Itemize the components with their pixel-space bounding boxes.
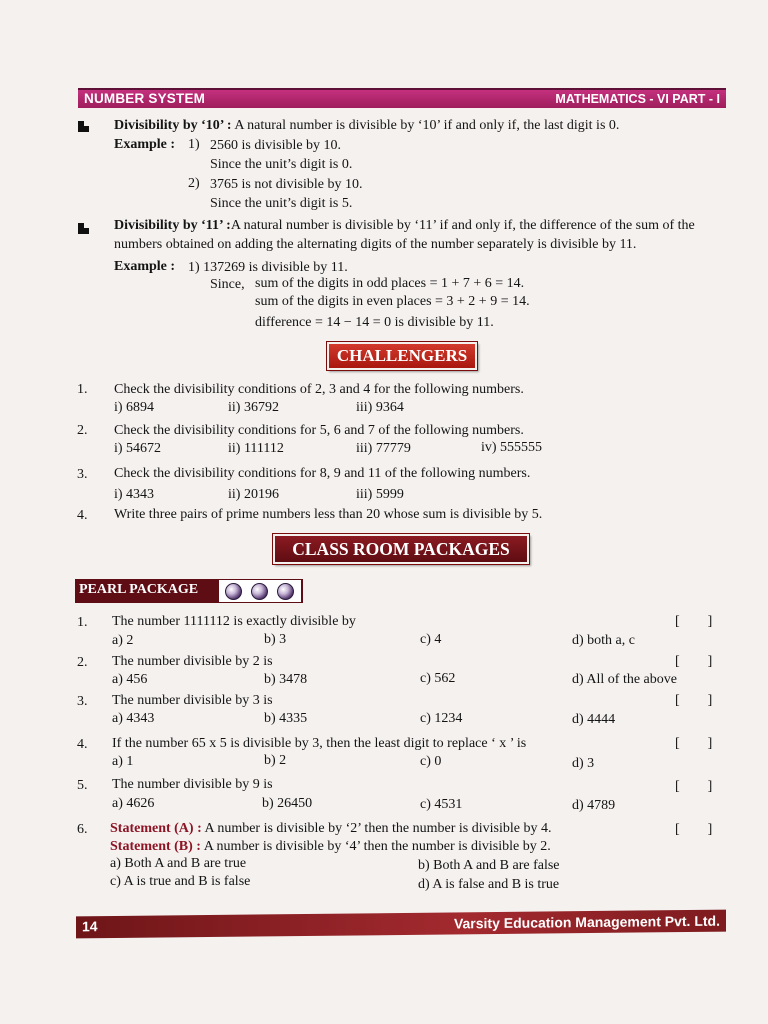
footer-bar bbox=[76, 910, 726, 939]
div10-ex1-text: 2560 is divisible by 10. bbox=[210, 138, 342, 153]
statement-a-label: Statement (A) : bbox=[110, 821, 202, 836]
mcq-4-option-a: a) 1 bbox=[112, 754, 134, 769]
mcq-2-text: The number divisible by 2 is bbox=[112, 654, 273, 669]
challenge-2-num: 2. bbox=[77, 423, 88, 438]
statement-b-label: Statement (B) : bbox=[110, 839, 201, 854]
mcq-1-option-c: c) 4 bbox=[420, 632, 442, 647]
bullet-icon bbox=[78, 223, 89, 234]
mcq-3-option-d: d) 4444 bbox=[572, 712, 616, 727]
mcq-4-num: 4. bbox=[77, 737, 88, 752]
header-bar bbox=[78, 88, 726, 108]
mcq-2-bracket: [ ] bbox=[675, 654, 713, 669]
mcq-3-text: The number divisible by 3 is bbox=[112, 693, 273, 708]
statement-b-text: A number is divisible by ‘4’ then the number is divisible by 2. bbox=[203, 839, 551, 854]
mcq-5-text: The number divisible by 9 is bbox=[112, 777, 273, 792]
mcq-5-bracket: [ ] bbox=[675, 779, 713, 794]
challenge-1-num: 1. bbox=[77, 382, 88, 397]
div11-difference: difference = 14 − 14 = 0 is divisible by 11. bbox=[255, 315, 494, 330]
div11-heading bbox=[114, 217, 695, 235]
challenge-2-opt-2: ii) 111112 bbox=[228, 441, 284, 456]
chapter-title: NUMBER SYSTEM bbox=[84, 91, 206, 106]
pearl-gem-icon bbox=[225, 583, 242, 600]
mcq-4-text: If the number 65 x 5 is divisible by 3, then the least digit to replace ‘ x ’ is bbox=[112, 736, 527, 751]
challenge-3-opt-1: i) 4343 bbox=[114, 487, 155, 502]
mcq-5-option-a: a) 4626 bbox=[112, 796, 155, 811]
div11-rule-line2: numbers obtained on adding the alternating digits of the number separately is divisible by 11. bbox=[114, 237, 637, 252]
div11-even-sum: sum of the digits in even places = 3 + 2 + 9 = 14. bbox=[255, 294, 530, 309]
mcq-2-option-c: c) 562 bbox=[420, 671, 456, 686]
statement-a-text: A number is divisible by ‘2’ then the number is divisible by 4. bbox=[204, 821, 552, 836]
challenge-4-text: Write three pairs of prime numbers less than 20 whose sum is divisible by 5. bbox=[114, 507, 543, 522]
challenge-2-opt-4: iv) 555555 bbox=[481, 440, 543, 455]
mcq-4-option-b: b) 2 bbox=[264, 753, 287, 768]
div11-ex1: 1) 137269 is divisible by 11. bbox=[188, 260, 348, 275]
book-title: MATHEMATICS - VI PART - I bbox=[555, 92, 720, 106]
challenge-1-opt-1: i) 6894 bbox=[114, 400, 155, 415]
mcq-2-num: 2. bbox=[77, 655, 88, 670]
pearl-gem-icon bbox=[277, 583, 294, 600]
mcq-1-text: The number 1111112 is exactly divisible by bbox=[112, 614, 356, 629]
challenge-1-opt-2: ii) 36792 bbox=[228, 400, 279, 415]
mcq-5-num: 5. bbox=[77, 778, 88, 793]
challenge-3-num: 3. bbox=[77, 467, 88, 482]
mcq-5-option-d: d) 4789 bbox=[572, 798, 616, 813]
page-number: 14 bbox=[82, 918, 98, 935]
mcq-5-option-c: c) 4531 bbox=[420, 797, 463, 812]
mcq-4-option-c: c) 0 bbox=[420, 754, 442, 769]
challenge-2-text: Check the divisibility conditions for 5, 6 and 7 of the following numbers. bbox=[114, 423, 524, 438]
div10-ex1-num: 1) bbox=[188, 137, 200, 152]
mcq-2-option-d: d) All of the above bbox=[572, 672, 677, 687]
div11-rule: A natural number is divisible by ‘11’ if and only if, the difference of the sum of the bbox=[230, 218, 695, 233]
mcq-6-num: 6. bbox=[77, 822, 88, 837]
mcq-4-bracket: [ ] bbox=[675, 736, 713, 751]
mcq-3-option-b: b) 4335 bbox=[264, 711, 308, 726]
mcq-3-option-c: c) 1234 bbox=[420, 711, 463, 726]
mcq-6-option-c: c) A is true and B is false bbox=[110, 874, 251, 889]
mcq-1-num: 1. bbox=[77, 615, 88, 630]
div11-title: Divisibility by ‘11’ : bbox=[114, 218, 231, 233]
publisher-name: Varsity Education Management Pvt. Ltd. bbox=[453, 912, 720, 932]
mcq-6-statement-a bbox=[110, 820, 551, 838]
challenge-3-text: Check the divisibility conditions for 8, 9 and 11 of the following numbers. bbox=[114, 466, 531, 481]
bullet-icon bbox=[78, 121, 89, 132]
div11-example-label: Example : bbox=[114, 259, 176, 274]
div11-since-label: Since, bbox=[210, 277, 245, 292]
mcq-2-option-b: b) 3478 bbox=[264, 672, 308, 687]
div10-ex2-reason: Since the unit’s digit is 5. bbox=[210, 196, 353, 211]
challenge-1-text: Check the divisibility conditions of 2, 3 and 4 for the following numbers. bbox=[114, 382, 524, 397]
challenge-4-num: 4. bbox=[77, 508, 88, 523]
challenge-3-opt-3: iii) 5999 bbox=[356, 487, 404, 502]
div11-odd-sum: sum of the digits in odd places = 1 + 7 + 6 = 14. bbox=[255, 276, 525, 291]
challengers-banner: CHALLENGERS bbox=[327, 342, 477, 370]
mcq-5-option-b: b) 26450 bbox=[262, 796, 313, 811]
mcq-6-statement-b bbox=[110, 838, 551, 856]
classroom-packages-banner: CLASS ROOM PACKAGES bbox=[273, 534, 529, 564]
challenge-2-opt-1: i) 54672 bbox=[114, 441, 162, 456]
mcq-6-option-d: d) A is false and B is true bbox=[418, 877, 560, 892]
challenge-2-opt-3: iii) 77779 bbox=[356, 441, 411, 456]
pearl-package-title: PEARL PACKAGE bbox=[79, 582, 199, 597]
challenge-1-opt-3: iii) 9364 bbox=[356, 400, 404, 415]
mcq-6-option-b: b) Both A and B are false bbox=[418, 858, 560, 873]
div10-rule: A natural number is divisible by ‘10’ if and only if, the last digit is 0. bbox=[234, 118, 620, 133]
div10-ex2-text: 3765 is not divisible by 10. bbox=[210, 177, 363, 192]
mcq-1-option-b: b) 3 bbox=[264, 632, 287, 647]
mcq-2-option-a: a) 456 bbox=[112, 672, 148, 687]
div10-ex2-num: 2) bbox=[188, 176, 200, 191]
mcq-3-num: 3. bbox=[77, 694, 88, 709]
div10-ex1-reason: Since the unit’s digit is 0. bbox=[210, 157, 353, 172]
mcq-6-option-a: a) Both A and B are true bbox=[110, 856, 247, 871]
mcq-3-option-a: a) 4343 bbox=[112, 711, 155, 726]
mcq-1-option-d: d) both a, c bbox=[572, 633, 635, 648]
mcq-1-option-a: a) 2 bbox=[112, 633, 134, 648]
challenge-3-opt-2: ii) 20196 bbox=[228, 487, 279, 502]
mcq-4-option-d: d) 3 bbox=[572, 756, 595, 771]
mcq-6-bracket: [ ] bbox=[675, 822, 713, 837]
div10-heading bbox=[114, 117, 619, 135]
div10-title: Divisibility by ‘10’ : bbox=[114, 118, 232, 133]
div10-example-label: Example : bbox=[114, 137, 176, 152]
pearl-gem-icon bbox=[251, 583, 268, 600]
mcq-3-bracket: [ ] bbox=[675, 693, 713, 708]
mcq-1-bracket: [ ] bbox=[675, 614, 713, 629]
pearl-package-label bbox=[75, 579, 303, 603]
pearl-gems bbox=[219, 580, 301, 602]
